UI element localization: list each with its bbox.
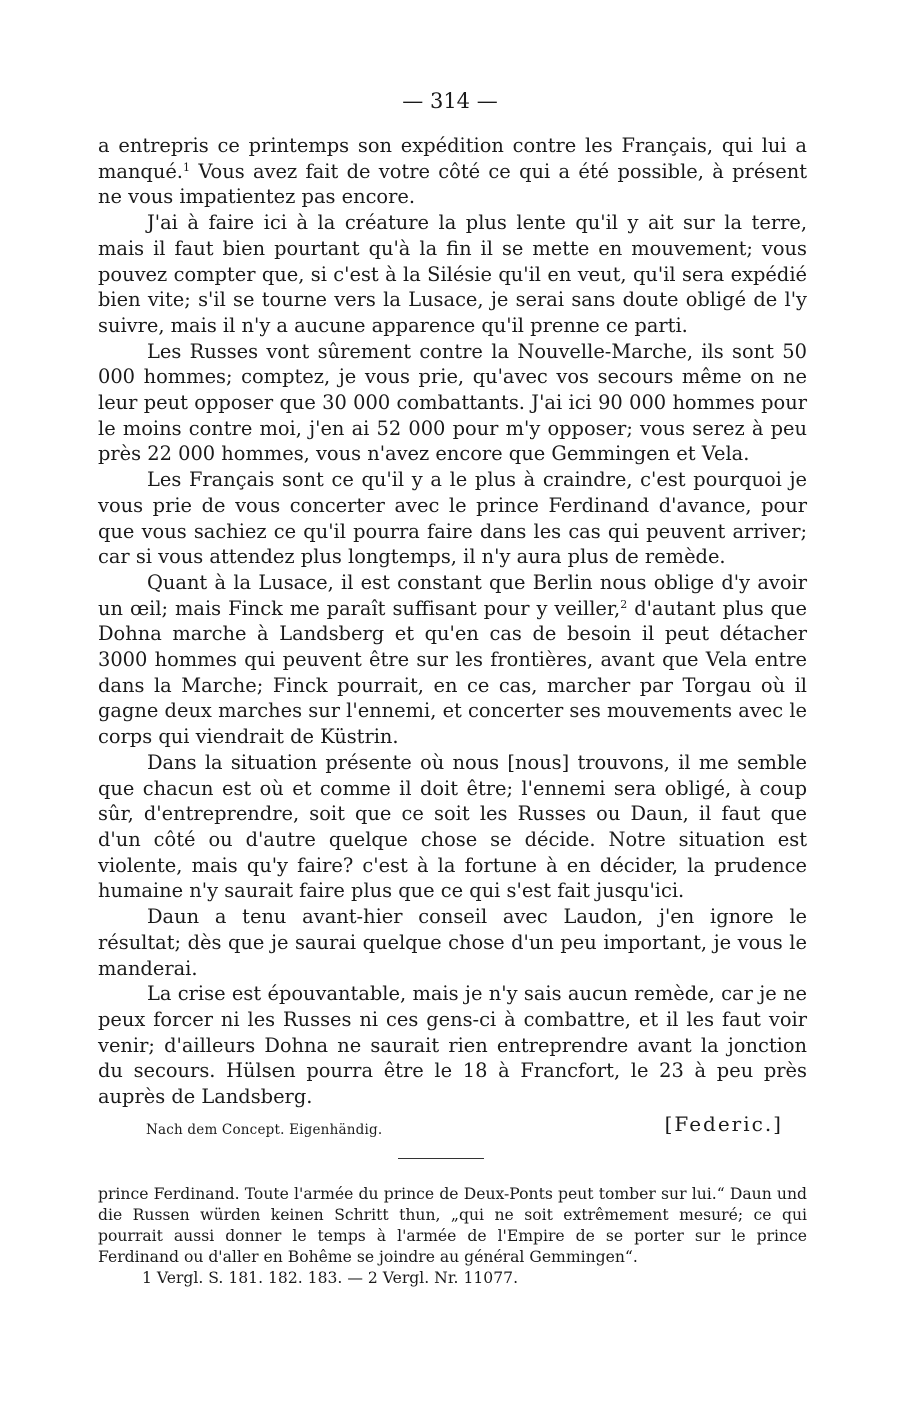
footnote-references: 1 Vergl. S. 181. 182. 183. — 2 Vergl. Nr. 11077. xyxy=(142,1269,519,1287)
letter-body xyxy=(98,133,807,1110)
paragraph: Dans la situation présente où nous [nous] trouvons, il me semble que chacun est où et comme il doit être; l'ennemi sera obligé, à coup sûr, d'entreprendre, soit que ce soit les Russes ou Daun, il faut que d'un côté ou d'autre quelque chose se décide. Notre situation est violente, mais qu'y faire? c'est à la fortune à en décider, la prudence humaine n'y saurait faire plus que ce qui s'est fait jusqu'ici. xyxy=(98,750,807,903)
footnote-marker: 1 xyxy=(182,160,190,174)
paragraph: Daun a tenu avant-hier conseil avec Laudon, j'en ignore le résultat; dès que je saurai quelque chose d'un peu important, je vous le manderai. xyxy=(98,905,807,980)
footnote-divider xyxy=(398,1158,484,1159)
paragraph: Les Russes vont sûrement contre la Nouvelle-Marche, ils sont 50 000 hommes; comptez, je vous prie, qu'avec vos secours même on ne leur peut opposer que 30 000 combattants. J'ai ici 90 000 hommes pour le moins contre moi, j'en ai 52 000 pour m'y opposer; vous serez à peu près 22 000 hommes, vous n'avez encore que Gemmingen et Vela. xyxy=(98,339,807,466)
paragraph-text: a entrepris ce printemps son expédition contre les Français, qui lui a manqué. xyxy=(98,134,807,183)
paragraph xyxy=(98,570,807,750)
paragraph-text: Quant à la Lusace, il est constant que Berlin nous oblige d'y avoir un œil; mais Finck me paraît suffisant pour y veiller, xyxy=(98,570,807,620)
closing-line xyxy=(98,1112,807,1142)
paragraph: J'ai à faire ici à la créature la plus lente qu'il y ait sur la terre, mais il faut bien pourtant qu'à la fin il se mette en mouvement; vous pouvez compter que, si c'est à la Silésie qu'il en veut, qu'il sera expédié bien vite; s'il se tourne vers la Lusace, je serai sans doute obligé de l'y suivre, mais il n'y a aucune apparence qu'il prenne ce parti. xyxy=(98,211,807,337)
footnote-continued: prince Ferdinand. Toute l'armée du prince de Deux-Ponts peut tomber sur lui.“ Daun und die Russen würden keinen Schritt thun, „qui ne soit extrêmement mesuré; ce qui pourrait aussi donner le temps à l'armée de l'Empire de se porter sur le prince Ferdinand ou d'aller en Bohême se joindre au général Gemmingen“. xyxy=(98,1185,807,1266)
footnotes xyxy=(98,1184,807,1289)
paragraph-text: d'autant plus que Dohna marche à Landsberg et qu'en cas de besoin il peut détacher 3000 hommes qui peuvent être sur les frontières, avant que Vela entre dans la Marche; Finck pourrait, en ce cas, marcher par Torgau où il gagne deux marches sur l'ennemi, et concerter ses mouvements avec le corps qui viendrait de Küstrin. xyxy=(98,596,807,749)
paragraph: La crise est épouvantable, mais je n'y sais aucun remède, car je ne peux forcer ni les Russes ni ces gens-ci à combattre, et il les faut voir venir; d'ailleurs Dohna ne saurait rien entreprendre avant la jonction du secours. Hülsen pourra être le 18 à Francfort, le 23 à peu près auprès de Landsberg. xyxy=(98,982,807,1109)
paragraph: Les Français sont ce qu'il y a le plus à craindre, c'est pourquoi je vous prie de vous concerter avec le prince Ferdinand d'avance, pour que vous sachiez ce qu'il pourra faire dans les cas qui peuvent arriver; car si vous attendez plus longtemps, il n'y aura plus de remède. xyxy=(98,468,807,569)
signature: [Federic.] xyxy=(664,1112,783,1136)
footnote-marker: 2 xyxy=(620,597,628,611)
page-number: — 314 — xyxy=(402,89,498,113)
paragraph-text: Vous avez fait de votre côté ce qui a été possible, à présent ne vous impatientez pas encore. xyxy=(98,159,808,209)
paragraph xyxy=(98,133,807,210)
source-note: Nach dem Concept. Eigenhändig. xyxy=(146,1122,383,1138)
